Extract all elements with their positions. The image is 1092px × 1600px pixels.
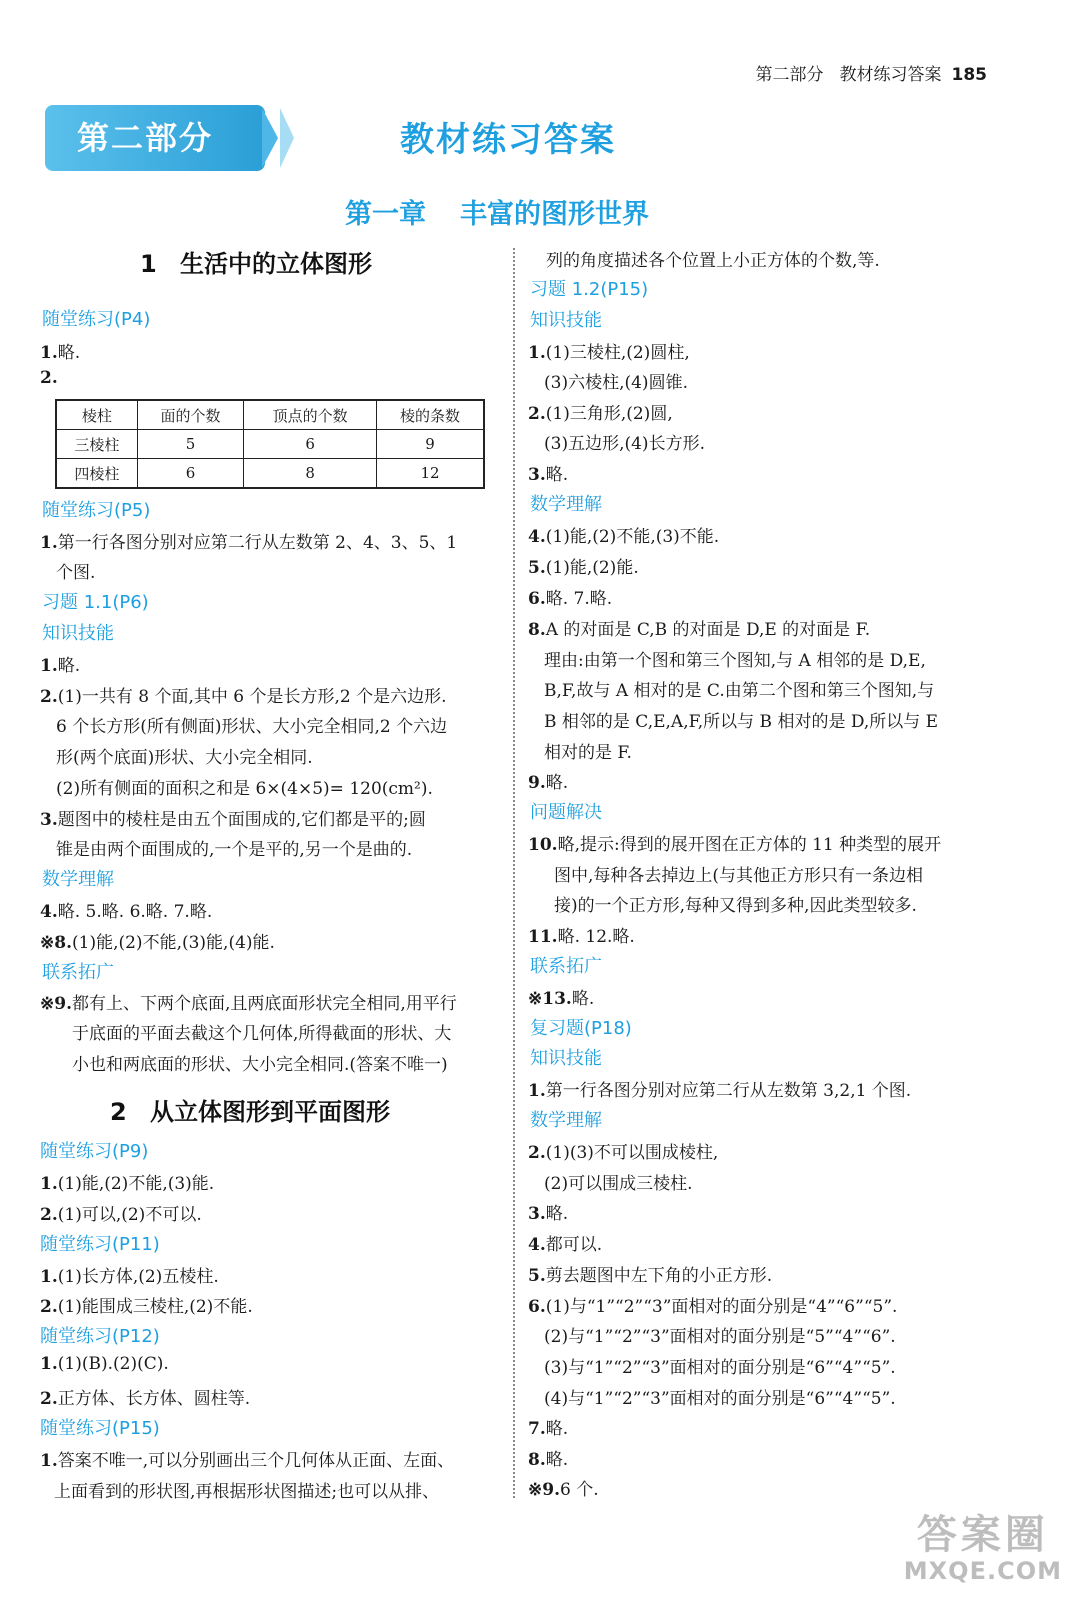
answer-line: 上面看到的形状图,再根据形状图描述;也可以从排、 <box>54 1482 440 1502</box>
answer-line: ※8.(1)能,(2)不能,(3)能,(4)能. <box>40 933 275 953</box>
answer-line: 6 个长方形(所有侧面)形状、大小完全相同,2 个六边 <box>56 717 448 737</box>
column-divider <box>513 248 515 1498</box>
subsection-label: 数学理解 <box>42 869 114 890</box>
answer-line: B 相邻的是 C,E,A,F,所以与 B 相对的是 D,所以与 E <box>544 712 939 732</box>
answer-line: 11.略. 12.略. <box>528 927 635 947</box>
answer-line: 1.略. <box>40 656 81 676</box>
answer-line: 4.(1)能,(2)不能,(3)不能. <box>528 527 720 547</box>
table-cell: 6 <box>137 459 244 489</box>
table-row <box>56 430 484 459</box>
subsection-label: 数学理解 <box>530 494 602 515</box>
answer-line: 2.(1)可以,(2)不可以. <box>40 1205 202 1225</box>
chevron-right-icon <box>280 108 294 168</box>
answer-line: 于底面的平面去截这个几何体,所得截面的形状、大 <box>72 1024 452 1044</box>
chapter-number: 第一章 <box>345 199 426 230</box>
answer-line: 6.(1)与“1”“2”“3”面相对的面分别是“4”“6”“5”. <box>528 1297 898 1317</box>
subsection-label: 随堂练习(P12) <box>40 1326 160 1347</box>
answer-line: 2.(1)能围成三棱柱,(2)不能. <box>40 1297 253 1317</box>
answer-line: 2.(1)三角形,(2)圆, <box>528 404 673 424</box>
subsection-label: 随堂练习(P9) <box>40 1141 149 1162</box>
table-cell: 9 <box>377 430 484 459</box>
answer-line: 5.(1)能,(2)能. <box>528 558 639 578</box>
running-header <box>756 60 988 85</box>
answer-line: 4.都可以. <box>528 1235 603 1255</box>
running-header-part: 第二部分 <box>755 65 824 85</box>
answer-line: 3.略. <box>528 465 569 485</box>
chevron-right-icon <box>262 108 278 168</box>
page-number: 185 <box>951 65 987 85</box>
table-header-cell: 面的个数 <box>137 400 244 430</box>
part-banner: 第二部分 <box>45 105 265 171</box>
table-header-cell: 棱柱 <box>56 400 137 430</box>
answer-line: 1.(1)能,(2)不能,(3)能. <box>40 1174 215 1194</box>
table-cell: 5 <box>137 430 244 459</box>
subsection-label: 习题 1.2(P15) <box>530 279 649 300</box>
answer-line: (2)与“1”“2”“3”面相对的面分别是“5”“4”“6”. <box>544 1327 896 1347</box>
answer-line: 8.略. <box>528 1450 569 1470</box>
chapter-name: 丰富的图形世界 <box>460 199 649 230</box>
answer-line: 8.A 的对面是 C,B 的对面是 D,E 的对面是 F. <box>528 620 871 640</box>
subsection-label: 知识技能 <box>530 310 602 331</box>
lesson-heading: 2 从立体图形到平面图形 <box>110 1098 390 1126</box>
subsection-label: 问题解决 <box>530 802 602 823</box>
answer-line: ※13.略. <box>528 989 595 1009</box>
table-cell: 12 <box>377 459 484 489</box>
answer-line: 1.第一行各图分别对应第二行从左数第 3,2,1 个图. <box>528 1081 912 1101</box>
subsection-label: 知识技能 <box>42 623 114 644</box>
answer-line: 1.第一行各图分别对应第二行从左数第 2、4、3、5、1 <box>40 533 458 553</box>
answer-line: 7.略. <box>528 1419 569 1439</box>
subsection-label: 随堂练习(P5) <box>42 500 151 521</box>
answer-line: (3)六棱柱,(4)圆锥. <box>544 373 688 393</box>
subsection-label: 随堂练习(P15) <box>40 1418 160 1439</box>
table-cell: 三棱柱 <box>56 430 137 459</box>
answer-line: 个图. <box>56 563 96 583</box>
answer-line: ※9.6 个. <box>528 1480 599 1500</box>
answer-line: 图中,每种各去掉边上(与其他正方形只有一条边相 <box>554 866 924 886</box>
answer-line: (4)与“1”“2”“3”面相对的面分别是“6”“4”“5”. <box>544 1389 896 1409</box>
answer-line: 3.题图中的棱柱是由五个面围成的,它们都是平的;圆 <box>40 810 426 830</box>
section-title: 教材练习答案 <box>400 120 616 160</box>
subsection-label: 知识技能 <box>530 1048 602 1069</box>
answer-line: 列的角度描述各个位置上小正方体的个数,等. <box>546 251 880 271</box>
answer-line: 1.答案不唯一,可以分别画出三个几何体从正面、左面、 <box>40 1451 455 1471</box>
answer-line: (2)可以围成三棱柱. <box>544 1174 693 1194</box>
answer-line: 2.正方体、长方体、圆柱等. <box>40 1389 251 1409</box>
answer-line: 1.(1)三棱柱,(2)圆柱, <box>528 343 690 363</box>
subsection-label: 联系拓广 <box>42 962 114 983</box>
subsection-label: 随堂练习(P11) <box>40 1234 160 1255</box>
answer-line: ※9.都有上、下两个底面,且两底面形状完全相同,用平行 <box>40 994 457 1014</box>
answer-line: 9.略. <box>528 773 569 793</box>
table-header-cell: 棱的条数 <box>377 400 484 430</box>
subsection-label: 随堂练习(P4) <box>42 309 151 330</box>
answer-table <box>55 399 485 489</box>
table-cell: 8 <box>244 459 377 489</box>
answer-line: 2.(1)一共有 8 个面,其中 6 个是长方形,2 个是六边形. <box>40 687 447 707</box>
watermark-url: MXQE.COM <box>903 1557 1062 1585</box>
answer-line: 小也和两底面的形状、大小完全相同.(答案不唯一) <box>72 1055 448 1075</box>
chapter-title <box>345 192 649 231</box>
answer-line: (2)所有侧面的面积之和是 6×(4×5)= 120(cm²). <box>56 779 433 799</box>
answer-line: 理由:由第一个图和第三个图知,与 A 相邻的是 D,E, <box>544 651 926 671</box>
answer-line: 接)的一个正方形,每种又得到多种,因此类型较多. <box>554 896 917 916</box>
subsection-label: 习题 1.1(P6) <box>42 592 149 613</box>
answer-line: 锥是由两个面围成的,一个是平的,另一个是曲的. <box>56 840 413 860</box>
table-header-cell: 顶点的个数 <box>244 400 377 430</box>
table-cell: 6 <box>244 430 377 459</box>
subsection-label: 复习题(P18) <box>530 1018 632 1039</box>
answer-line: 6.略. 7.略. <box>528 589 613 609</box>
watermark-text: 答案圈 <box>916 1512 1049 1558</box>
answer-line: (3)与“1”“2”“3”面相对的面分别是“6”“4”“5”. <box>544 1358 896 1378</box>
answer-line: 3.略. <box>528 1204 569 1224</box>
running-header-title: 教材练习答案 <box>839 65 942 85</box>
answer-line: 1.(1)长方体,(2)五棱柱. <box>40 1267 219 1287</box>
table-row <box>56 459 484 489</box>
answer-line: 2. <box>40 368 58 388</box>
table-cell: 四棱柱 <box>56 459 137 489</box>
answer-line: 5.剪去题图中左下角的小正方形. <box>528 1266 773 1286</box>
table-header-row <box>56 400 484 430</box>
answer-line: 4.略. 5.略. 6.略. 7.略. <box>40 902 213 922</box>
answer-line: (3)五边形,(4)长方形. <box>544 434 705 454</box>
subsection-label: 联系拓广 <box>530 956 602 977</box>
answer-line: 1.(1)(B).(2)(C). <box>40 1354 169 1374</box>
answer-line: 1.略. <box>40 343 81 363</box>
watermark-logo <box>904 1513 1062 1585</box>
lesson-heading: 1 生活中的立体图形 <box>140 250 372 278</box>
answer-line: 形(两个底面)形状、大小完全相同. <box>56 748 313 768</box>
answer-line: 相对的是 F. <box>544 743 632 763</box>
answer-line: 10.略,提示:得到的展开图在正方体的 11 种类型的展开 <box>528 835 942 855</box>
subsection-label: 数学理解 <box>530 1110 602 1131</box>
answer-line: B,F,故与 A 相对的是 C.由第二个图和第三个图知,与 <box>544 681 935 701</box>
answer-line: 2.(1)(3)不可以围成棱柱, <box>528 1143 719 1163</box>
